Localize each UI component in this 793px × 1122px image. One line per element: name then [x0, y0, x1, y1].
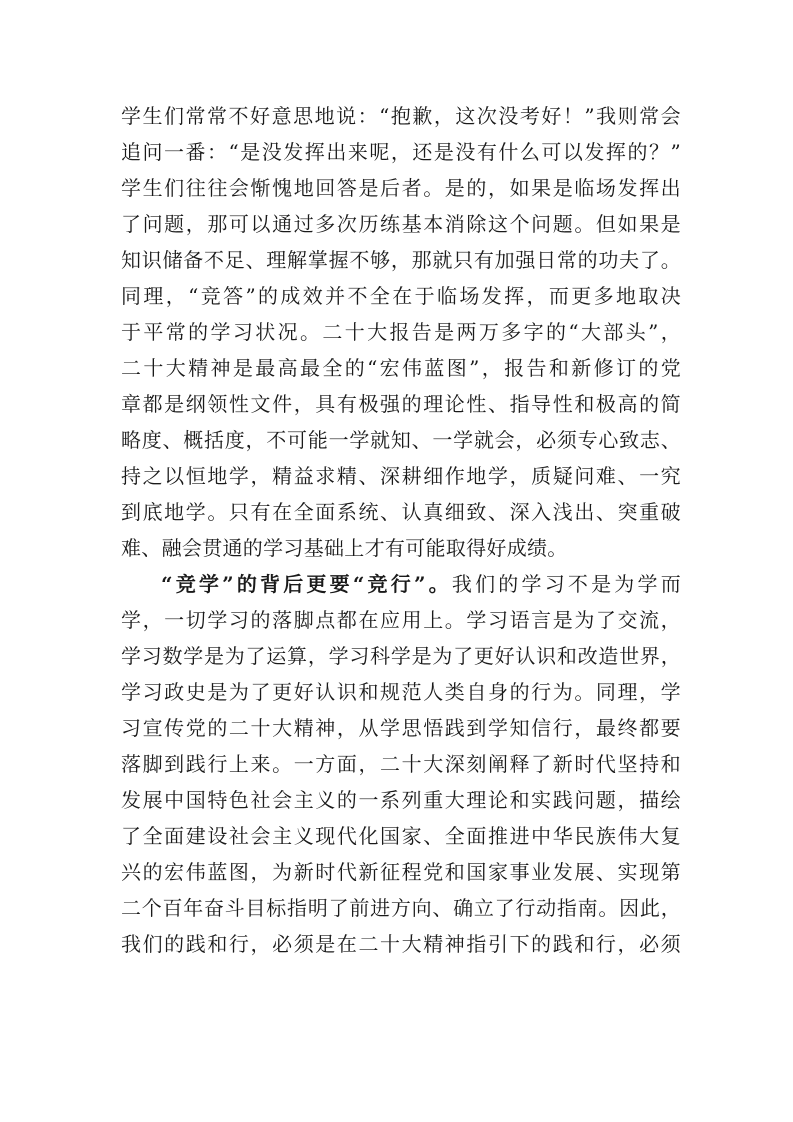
text-line: 学，一切学习的落脚点都在应用上。学习语言是为了交流，: [121, 608, 681, 632]
paragraph-1: [121, 98, 681, 566]
text-line: 章都是纲领性文件，具有极强的理论性、指导性和极高的简: [121, 392, 681, 416]
text-line: 难、融会贯通的学习基础上才有可能取得好成绩。: [121, 536, 568, 560]
text-line: 落脚到践行上来。一方面，二十大深刻阐释了新时代坚持和: [121, 752, 681, 776]
text-line: 了问题，那可以通过多次历练基本消除这个问题。但如果是: [121, 212, 681, 236]
text-line: 学生们往往会惭愧地回答是后者。是的，如果是临场发挥出: [121, 176, 681, 200]
text-line: 了全面建设社会主义现代化国家、全面推进中华民族伟大复: [121, 824, 681, 848]
text-line: 学习数学是为了运算，学习科学是为了更好认识和改造世界，: [121, 644, 681, 668]
text-line: 发展中国特色社会主义的一系列重大理论和实践问题，描绘: [121, 788, 681, 812]
text-line: 学生们常常不好意思地说：“抱歉，这次没考好！”我则常会: [121, 104, 681, 128]
text-line: 略度、概括度，不可能一学就知、一学就会，必须专心致志、: [121, 428, 681, 452]
text-line: 我们的践和行，必须是在二十大精神指引下的践和行，必须: [121, 932, 681, 956]
text-line: 兴的宏伟蓝图，为新时代新征程党和国家事业发展、实现第: [121, 860, 681, 884]
paragraph-2: [121, 566, 681, 962]
text-line: 持之以恒地学，精益求精、深耕细作地学，质疑问难、一究: [121, 464, 681, 488]
paragraph-heading-line: [121, 566, 681, 602]
body-text: [121, 98, 681, 962]
paragraph-heading: “竞学”的背后更要“竞行”。: [161, 572, 452, 596]
text-line: 学习政史是为了更好认识和规范人类自身的行为。同理，学: [121, 680, 681, 704]
text-line: 二个百年奋斗目标指明了前进方向、确立了行动指南。因此，: [121, 896, 681, 920]
text-line: 于平常的学习状况。二十大报告是两万多字的“大部头”，: [121, 320, 681, 344]
text-line: 到底地学。只有在全面系统、认真细致、深入浅出、突重破: [121, 500, 681, 524]
text-line: 追问一番：“是没发挥出来呢，还是没有什么可以发挥的？”: [121, 140, 681, 164]
text-line: 习宣传党的二十大精神，从学思悟践到学知信行，最终都要: [121, 716, 681, 740]
text-line: 知识储备不足、理解掌握不够，那就只有加强日常的功夫了。: [121, 248, 681, 272]
heading-line-text: 我们的学习不是为学而: [451, 572, 681, 596]
text-line: 同理，“竞答”的成效并不全在于临场发挥，而更多地取决: [121, 284, 681, 308]
text-line: 二十大精神是最高最全的“宏伟蓝图”，报告和新修订的党: [121, 356, 681, 380]
